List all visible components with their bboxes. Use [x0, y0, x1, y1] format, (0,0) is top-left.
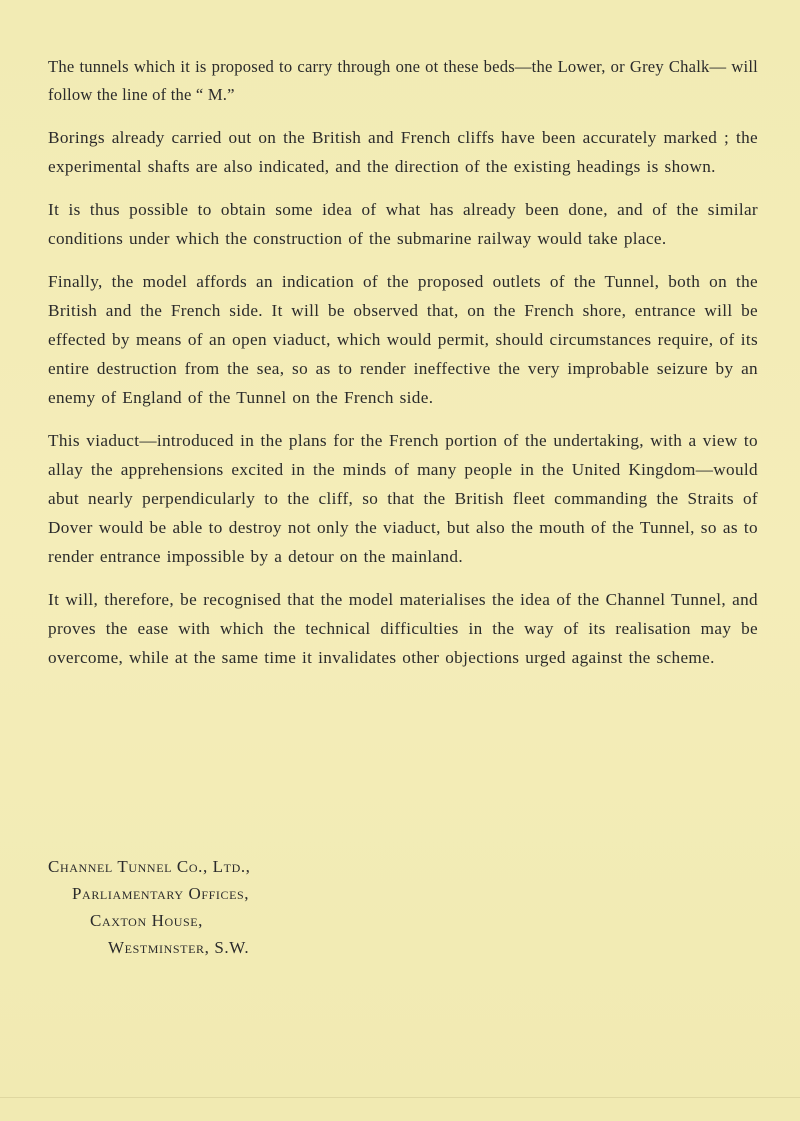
paragraph-viaduct: This viaduct—introduced in the plans for the French portion of the undertaking, with a view to allay the apprehensions excited in the minds of many people in the United Kingdom—would abut nearly perpendicularly to the cliff, so that the British fleet commanding the Straits of Dover would be able to destroy not only the viaduct, but also the mouth of the Tunnel, so as to render entrance impossible by a detour on the mainland. [48, 431, 758, 566]
paragraph-outlets: Finally, the model affords an indication of the proposed outlets of the Tunnel, both on the British and the French side. It will be observed that, on the French shore, entrance will be effected by means of an open viaduct, which would permit, should circumstances require, of its entire destruction from the sea, so as to render ineffective the very improbable seizure by an enemy of England of the Tunnel on the French side. [48, 272, 758, 407]
address-line-city: Westminster, S.W. [108, 938, 250, 957]
address-line-offices: Parliamentary Offices, [72, 884, 250, 903]
paragraph-conclusion: It will, therefore, be recognised that the model materialises the idea of the Channel Tunnel, and proves the ease with which the technical difficulties in the way of its realisation may be overcome, while at the same time it invalidates other objections urged against the scheme. [48, 590, 758, 667]
paragraph-conditions: It is thus possible to obtain some idea of what has already been done, and of the similar conditions under which the construction of the submarine railway would take place. [48, 200, 758, 248]
address-line-company: Channel Tunnel Co., Ltd., [48, 857, 251, 876]
address-block [48, 853, 251, 961]
paragraph-tunnel-route: The tunnels which it is proposed to carry through one ot these beds—the Lower, or Grey Chalk— will follow the line of the “ M.” [48, 57, 758, 104]
body-text [48, 53, 758, 686]
paragraph-borings: Borings already carried out on the British and French cliffs have been accurately marked ; the experimental shafts are also indicated, and the direction of the existing headings is shown. [48, 128, 758, 176]
paper-fold-line [0, 1097, 800, 1098]
address-line-house: Caxton House, [90, 911, 204, 930]
